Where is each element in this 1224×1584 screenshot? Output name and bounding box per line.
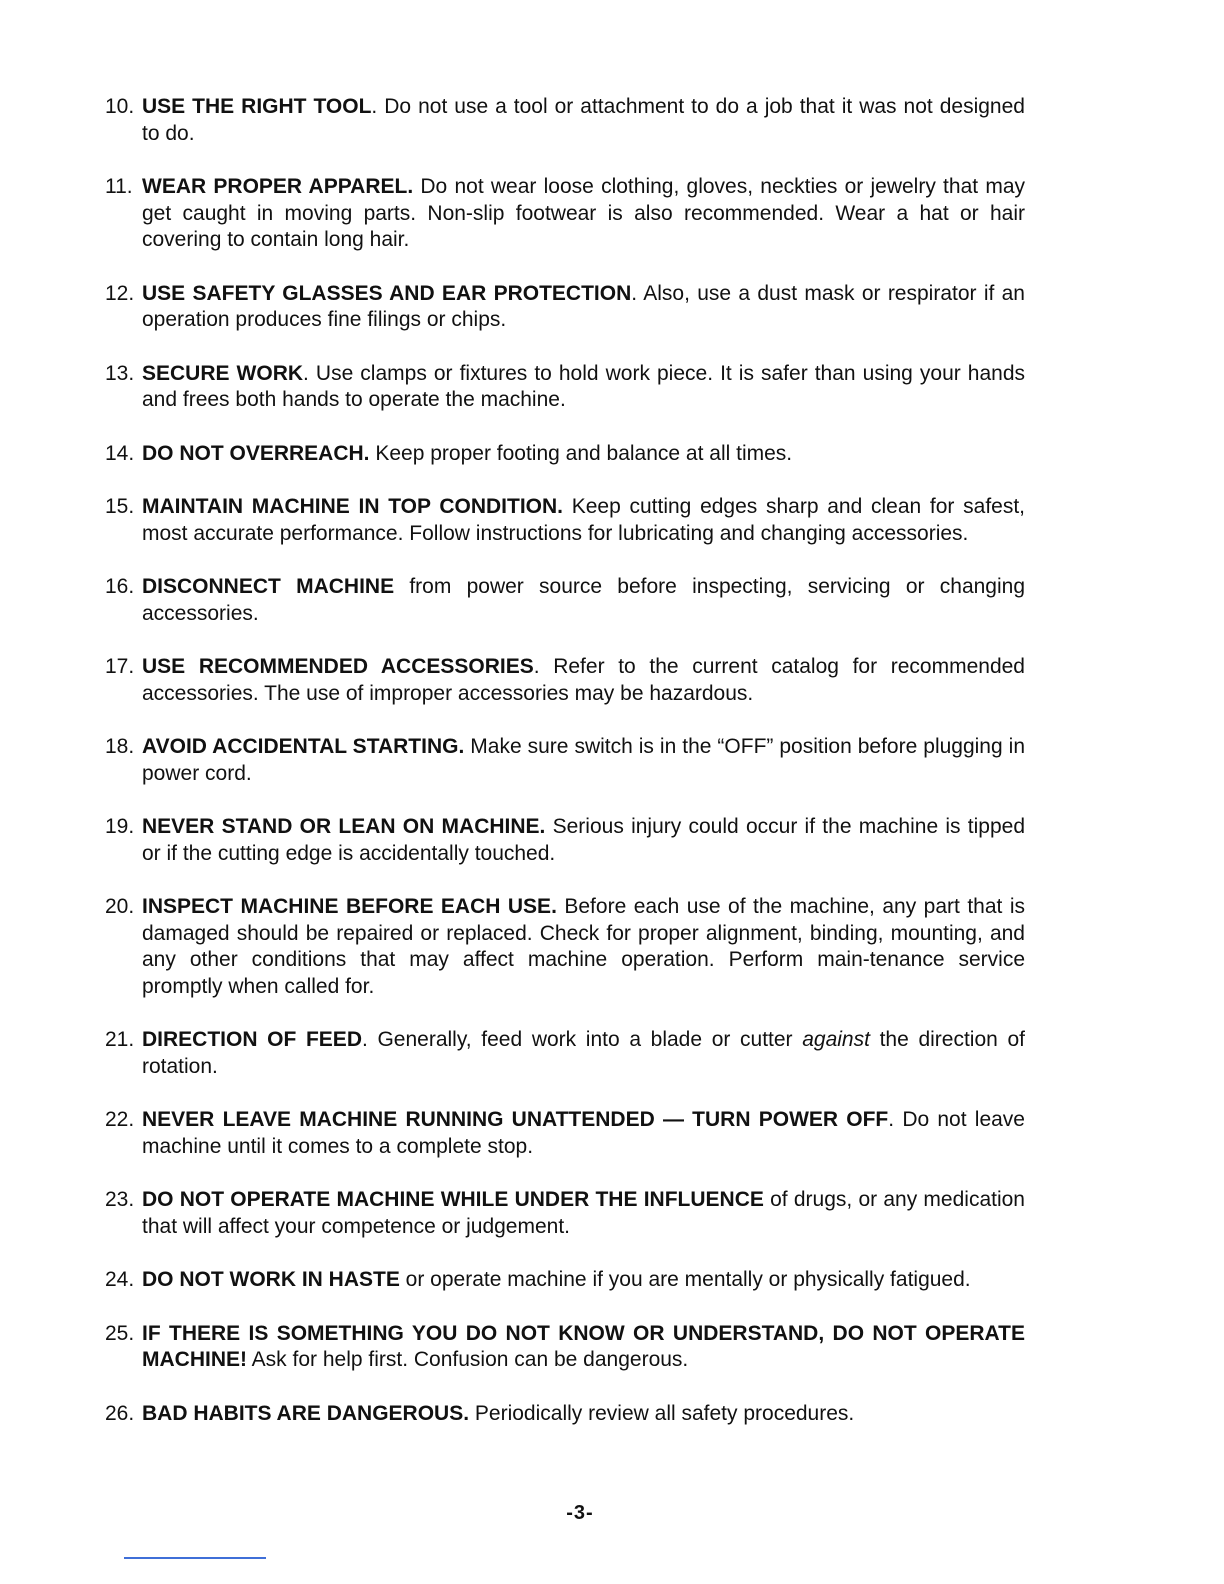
- rule-text: . Do not leave machine until it comes to a complete stop.: [142, 1108, 1025, 1158]
- rule-title: AVOID ACCIDENTAL STARTING.: [142, 735, 465, 758]
- rule-13: [105, 361, 1025, 414]
- rule-12: [105, 281, 1025, 334]
- rule-14: [105, 441, 1025, 468]
- rule-title: DO NOT OPERATE MACHINE WHILE UNDER THE INFLUENCE: [142, 1188, 764, 1211]
- rule-title: DIRECTION OF FEED: [142, 1028, 362, 1051]
- rule-text: . Use clamps or fixtures to hold work piece. It is safer than using your hands and frees both hands to operate the machine.: [142, 361, 1025, 411]
- rule-text-after: the direction of rotation.: [142, 1028, 1025, 1078]
- rule-10: [105, 94, 1025, 147]
- rule-number: 19.: [105, 815, 135, 838]
- rule-number: 22.: [105, 1108, 135, 1131]
- rule-number: 11.: [105, 175, 133, 198]
- rule-23: [105, 1187, 1025, 1240]
- rule-text: . Refer to the current catalog for recommended accessories. The use of improper accessories may be hazardous.: [142, 655, 1025, 705]
- rule-number: 21.: [105, 1028, 135, 1051]
- rule-title: BAD HABITS ARE DANGEROUS.: [142, 1401, 470, 1425]
- rule-text: Before each use of the machine, any part that is damaged should be repaired or replaced. Check for proper alignment, binding, mounting, and any other conditions that may affect machine operation. Perform main-tenance service promptly when called for.: [142, 895, 1025, 998]
- rule-20: [105, 894, 1025, 1000]
- page-number: -3-: [566, 1502, 594, 1524]
- rule-title: INSPECT MACHINE BEFORE EACH USE.: [142, 895, 557, 918]
- rule-title: DISCONNECT MACHINE: [142, 575, 395, 598]
- rule-number: 14.: [105, 441, 135, 465]
- rule-number: 24.: [105, 1268, 135, 1291]
- rule-number: 25.: [105, 1321, 135, 1345]
- rule-title: USE SAFETY GLASSES AND EAR PROTECTION: [142, 281, 632, 305]
- rule-number: 10.: [105, 95, 135, 118]
- rule-26: [105, 1401, 1025, 1428]
- rule-title: DO NOT OVERREACH.: [142, 441, 370, 465]
- rule-24: [105, 1267, 1025, 1294]
- rule-emphasis: against: [802, 1028, 870, 1051]
- rule-title: DO NOT WORK IN HASTE: [142, 1268, 400, 1291]
- rule-title: IF THERE IS SOMETHING YOU DO NOT KNOW OR UNDERSTAND, DO NOT OPERATE MACHINE!: [142, 1321, 1025, 1371]
- rule-number: 16.: [105, 575, 135, 598]
- rule-text: Serious injury could occur if the machine is tipped or if the cutting edge is accidentally touched.: [142, 815, 1026, 865]
- rule-text: from power source before inspecting, servicing or changing accessories.: [142, 575, 1026, 625]
- rule-number: 12.: [105, 281, 135, 305]
- rule-text: Keep proper footing and balance at all times.: [369, 441, 793, 465]
- rule-18: [105, 734, 1025, 787]
- rule-19: [105, 814, 1025, 867]
- safety-rules-list: [105, 94, 1025, 1454]
- rule-text: or operate machine if you are mentally or physically fatigued.: [399, 1268, 971, 1291]
- rule-text: Do not wear loose clothing, gloves, neckties or jewelry that may get caught in moving parts. Non-slip footwear is also recommended. Wear a hat or hair covering to contain long hair.: [142, 175, 1025, 251]
- rule-number: 13.: [105, 361, 135, 385]
- rule-number: 18.: [105, 735, 135, 758]
- rule-title: NEVER LEAVE MACHINE RUNNING UNATTENDED — TURN POWER OFF: [142, 1108, 889, 1131]
- rule-text: . Also, use a dust mask or respirator if an operation produces fine filings or chips.: [142, 281, 1025, 331]
- rule-text: . Generally, feed work into a blade or cutter: [361, 1028, 803, 1051]
- rule-title: USE RECOMMENDED ACCESSORIES: [142, 655, 534, 678]
- rule-title: WEAR PROPER APPAREL.: [142, 175, 414, 198]
- rule-title: NEVER STAND OR LEAN ON MACHINE.: [142, 815, 546, 838]
- rule-15: [105, 494, 1025, 547]
- rule-text: Make sure switch is in the “OFF” position before plugging in power cord.: [142, 735, 1025, 785]
- rule-number: 15.: [105, 495, 135, 518]
- rule-25: [105, 1321, 1025, 1374]
- rule-11: [105, 174, 1025, 254]
- rule-16: [105, 574, 1025, 627]
- scan-edge-line: [124, 1557, 266, 1559]
- rule-22: [105, 1107, 1025, 1160]
- rule-text: . Do not use a tool or attachment to do a job that it was not designed to do.: [142, 95, 1025, 145]
- rule-text: Periodically review all safety procedures.: [469, 1401, 855, 1425]
- rule-title: SECURE WORK: [142, 361, 304, 385]
- rule-text: Ask for help first. Confusion can be dangerous.: [247, 1348, 689, 1371]
- rule-number: 26.: [105, 1401, 135, 1425]
- rule-number: 17.: [105, 655, 135, 678]
- rule-text: of drugs, or any medication that will affect your competence or judgement.: [142, 1188, 1025, 1238]
- rule-text: Keep cutting edges sharp and clean for safest, most accurate performance. Follow instructions for lubricating and changing accessories.: [142, 495, 1025, 545]
- rule-17: [105, 654, 1025, 707]
- rule-number: 23.: [105, 1188, 135, 1211]
- rule-21: [105, 1027, 1025, 1080]
- rule-title: USE THE RIGHT TOOL: [142, 95, 372, 118]
- rule-title: MAINTAIN MACHINE IN TOP CONDITION.: [142, 495, 564, 518]
- rule-number: 20.: [105, 895, 135, 918]
